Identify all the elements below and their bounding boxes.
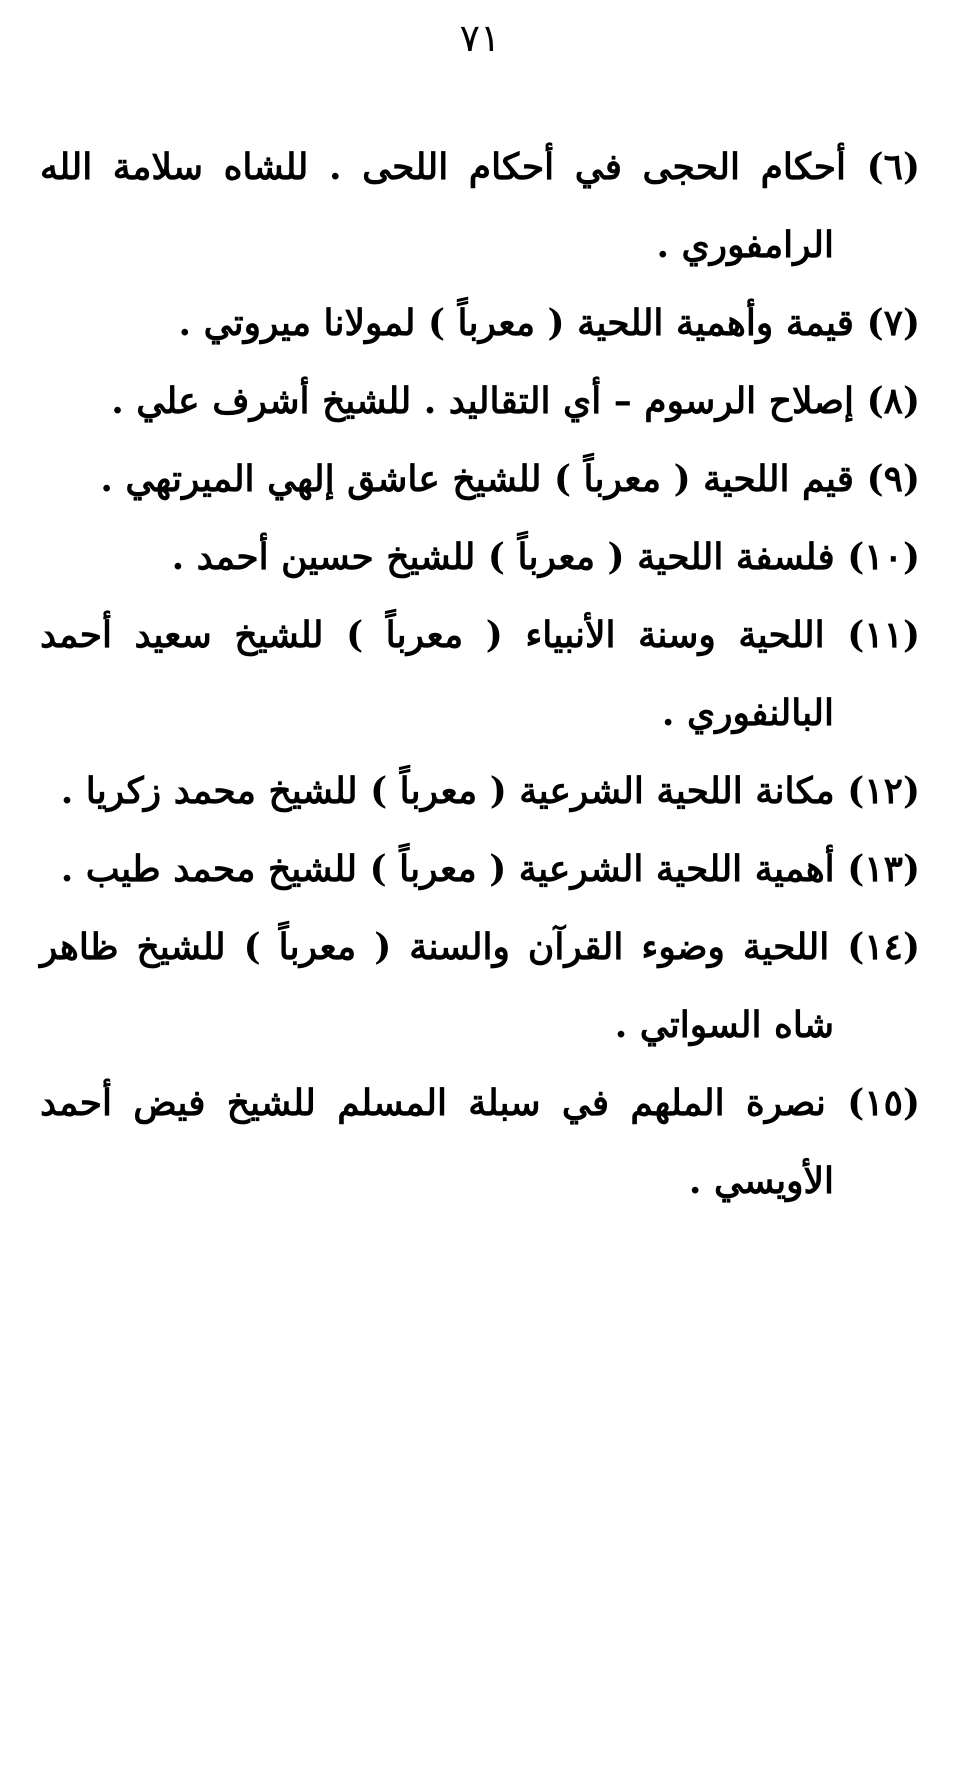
list-item <box>40 908 920 1064</box>
entry-number: (٦) <box>866 146 920 188</box>
entry-text: قيم اللحية ( معرباً ) للشيخ عاشق إلهي الميرتهي . <box>100 458 855 500</box>
entry-text: إصلاح الرسوم – أي التقاليد . للشيخ أشرف علي . <box>111 380 855 422</box>
entry-number: (١٠) <box>847 536 920 578</box>
entry-text: قيمة وأهمية اللحية ( معرباً ) لمولانا ميروتي . <box>178 302 855 344</box>
list-item <box>40 362 920 440</box>
entry-text: أحكام الحجى في أحكام اللحى . للشاه سلامة الله الرامفوري . <box>40 146 846 266</box>
entry-number: (١٢) <box>847 770 920 812</box>
entry-number: (١٥) <box>847 1082 920 1124</box>
entry-text: فلسفة اللحية ( معرباً ) للشيخ حسين أحمد . <box>171 536 835 578</box>
list-item <box>40 128 920 284</box>
entry-text: أهمية اللحية الشرعية ( معرباً ) للشيخ محمد طيب . <box>60 848 835 890</box>
entry-number: (٩) <box>866 458 920 500</box>
entry-number: (١٤) <box>847 926 920 968</box>
bibliography-list <box>40 128 920 1220</box>
entry-text: مكانة اللحية الشرعية ( معرباً ) للشيخ محمد زكريا . <box>60 770 835 812</box>
page-number: ٧١ <box>459 16 501 60</box>
entry-number: (١١) <box>847 614 920 656</box>
list-item <box>40 1064 920 1220</box>
entry-text: اللحية وضوء القرآن والسنة ( معرباً ) للشيخ ظاهر شاه السواتي . <box>40 926 834 1046</box>
list-item <box>40 830 920 908</box>
entry-text: اللحية وسنة الأنبياء ( معرباً ) للشيخ سعيد أحمد البالنفوري . <box>40 614 834 734</box>
entry-text: نصرة الملهم في سبلة المسلم للشيخ فيض أحمد الأويسي . <box>40 1082 834 1202</box>
list-item <box>40 596 920 752</box>
list-item <box>40 752 920 830</box>
entry-number: (٧) <box>866 302 920 344</box>
list-item <box>40 284 920 362</box>
list-item <box>40 518 920 596</box>
entry-number: (١٣) <box>847 848 920 890</box>
list-item <box>40 440 920 518</box>
entry-number: (٨) <box>866 380 920 422</box>
